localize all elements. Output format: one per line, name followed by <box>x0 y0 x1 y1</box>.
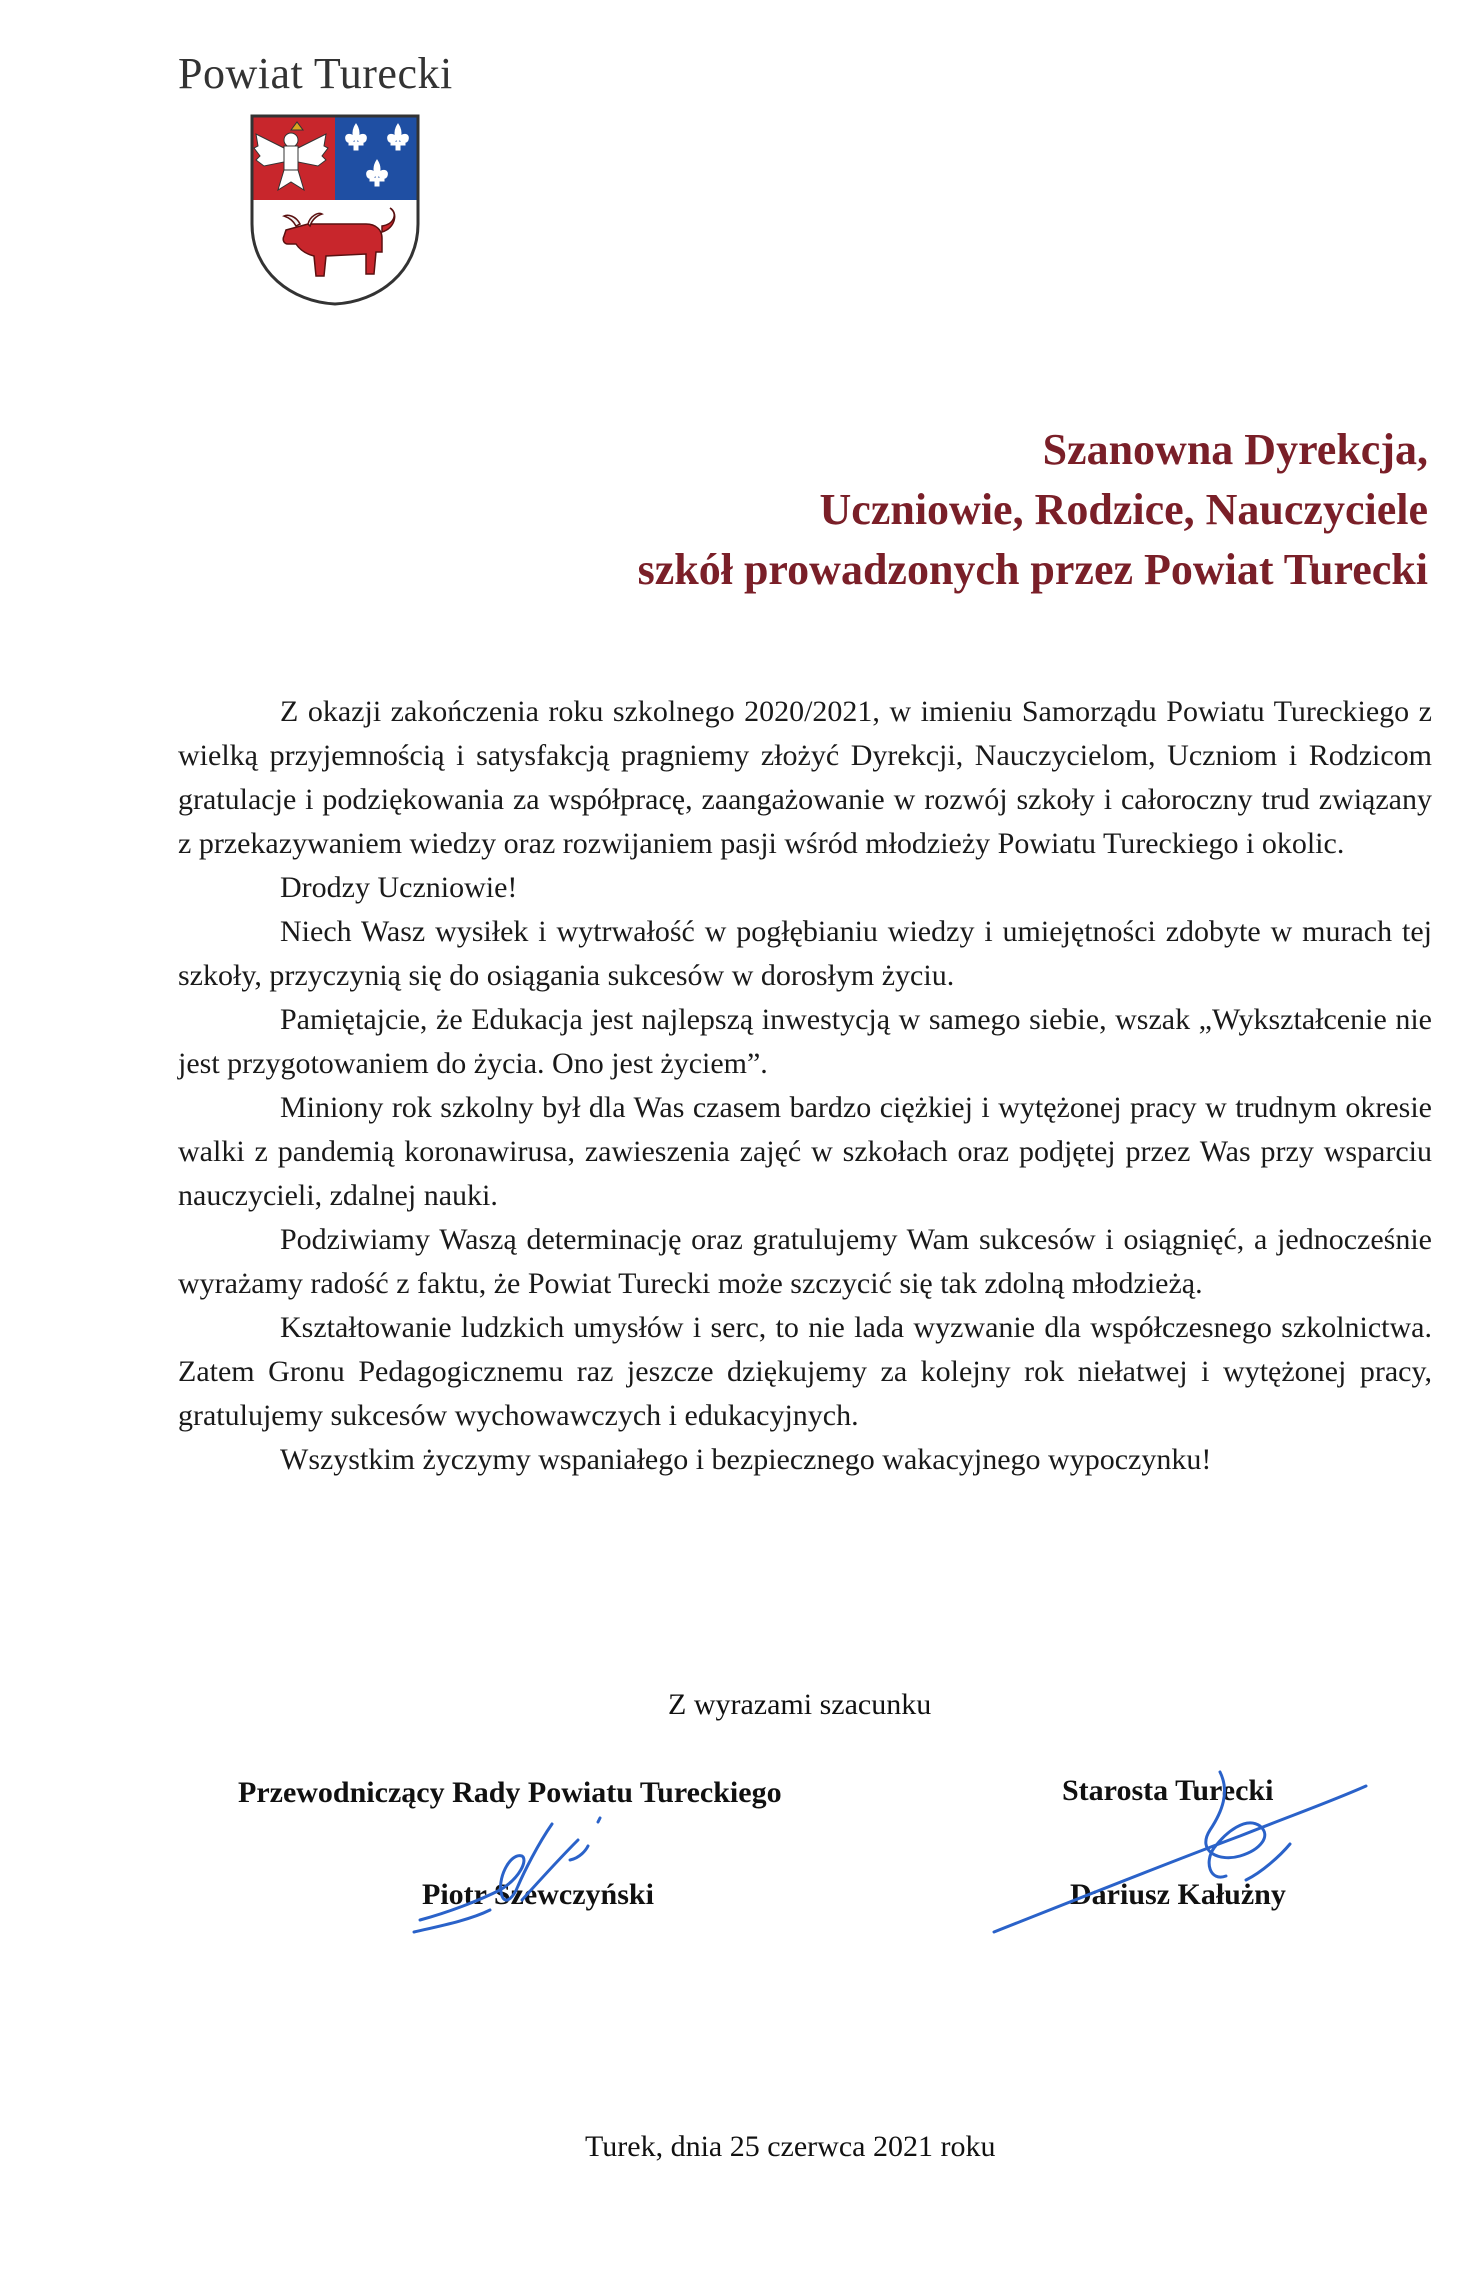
signatory-title-left: Przewodniczący Rady Powiatu Tureckiego <box>238 1776 782 1809</box>
handwritten-signature-icon <box>410 1800 640 1940</box>
letter-body <box>178 690 1432 1482</box>
coat-of-arms-icon <box>248 112 422 308</box>
address-line-2: Uczniowie, Rodzice, Nauczyciele <box>819 485 1428 534</box>
body-paragraph: Miniony rok szkolny był dla Was czasem bardzo ciężkiej i wytężonej pracy w trudnym okresie walki z pandemią koronawirusa, zawieszenia zajęć w szkołach oraz podjętej przez Was przy wsparciu nauczycieli, zdalnej nauki. <box>178 1091 1432 1212</box>
signatory-title-right: Starosta Turecki <box>1062 1774 1274 1807</box>
body-paragraph: Wszystkim życzymy wspaniałego i bezpiecznego wakacyjnego wypoczynku! <box>280 1443 1212 1476</box>
signatory-name-left: Piotr Szewczyński <box>422 1878 654 1911</box>
body-paragraph: Drodzy Uczniowie! <box>280 871 518 904</box>
organization-name: Powiat Turecki <box>178 49 453 98</box>
body-paragraph: Niech Wasz wysiłek i wytrwałość w pogłębianiu wiedzy i umiejętności zdobyte w murach tej szkoły, przyczynią się do osiągania sukcesów w dorosłym życiu. <box>178 915 1432 992</box>
handwritten-signature-icon <box>990 1752 1370 1942</box>
body-paragraph: Pamiętajcie, że Edukacja jest najlepszą inwestycją w samego siebie, wszak „Wykształcenie nie jest przygotowaniem do życia. Ono jest życiem”. <box>178 1003 1432 1080</box>
signatory-name-right: Dariusz Kałużny <box>1070 1878 1286 1911</box>
address-heading <box>328 420 1428 600</box>
closing-phrase: Z wyrazami szacunku <box>668 1688 932 1721</box>
place-and-date: Turek, dnia 25 czerwca 2021 roku <box>585 2130 996 2163</box>
body-paragraph: Kształtowanie ludzkich umysłów i serc, to nie lada wyzwanie dla współczesnego szkolnictwa. Zatem Gronu Pedagogicznemu raz jeszcze dziękujemy za kolejny rok niełatwej i wytężonej pracy, gratulujemy sukcesów wychowawczych i edukacyjnych. <box>178 1311 1432 1432</box>
address-line-3: szkół prowadzonych przez Powiat Turecki <box>637 545 1428 594</box>
body-paragraph: Podziwiamy Waszą determinację oraz gratulujemy Wam sukcesów i osiągnięć, a jednocześnie wyrażamy radość z faktu, że Powiat Turecki może szczycić się tak zdolną młodzieżą. <box>178 1223 1432 1300</box>
address-line-1: Szanowna Dyrekcja, <box>1042 425 1428 474</box>
body-paragraph: Z okazji zakończenia roku szkolnego 2020/2021, w imieniu Samorządu Powiatu Tureckiego z wielką przyjemnością i satysfakcją pragniemy złożyć Dyrekcji, Nauczycielom, Uczniom i Rodzicom gratulacje i podziękowania za współpracę, zaangażowanie w rozwój szkoły i całoroczny trud związany z przekazywaniem wiedzy oraz rozwijaniem pasji wśród młodzieży Powiatu Tureckiego i okolic. <box>178 695 1432 860</box>
